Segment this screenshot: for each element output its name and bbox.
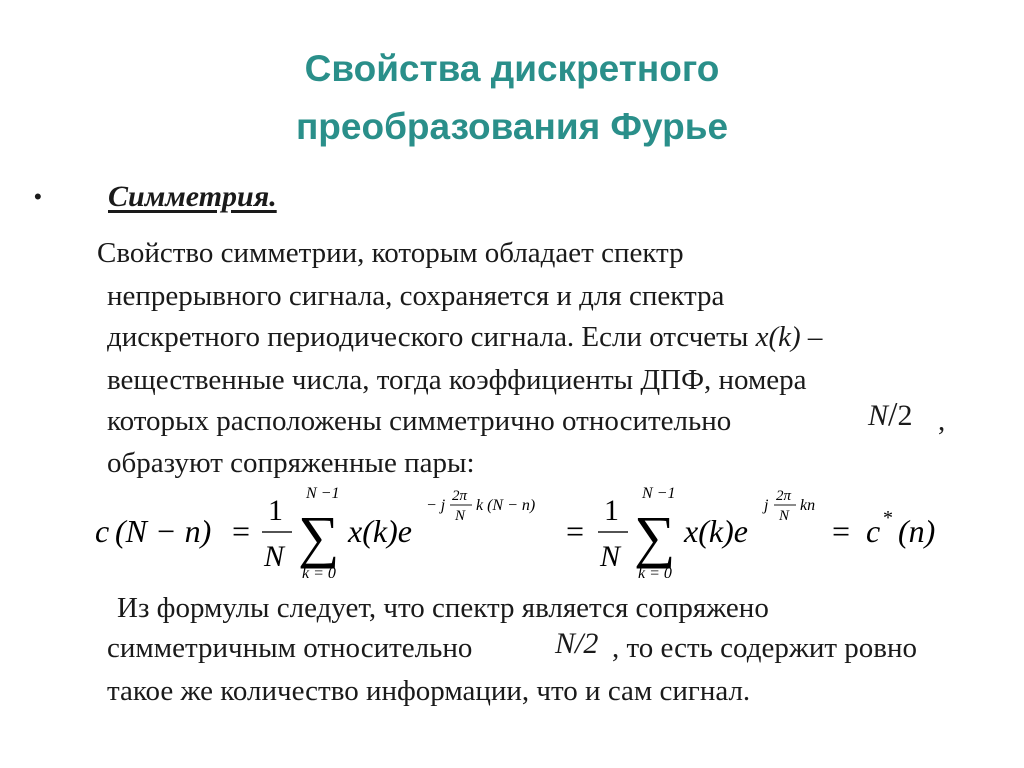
n-over-2-math-2: N/2 — [555, 627, 599, 660]
bullet-marker: • — [34, 184, 42, 209]
formula-rhs-arg: (n) — [898, 513, 936, 549]
formula-c-lhs: c — [95, 513, 110, 549]
xk-math: x(k) — [755, 321, 801, 353]
formula-exp1-num: 2π — [452, 488, 468, 504]
formula-eq-1: = — [232, 513, 251, 549]
para2-line-2-pre: симметричным относительно — [107, 632, 473, 664]
formula-exp2-num: 2π — [776, 488, 792, 504]
formula-exp2-tail: kn — [800, 497, 816, 514]
formula-sum-lower-2: k = 0 — [638, 565, 672, 582]
formula-sum-lower-1: k = 0 — [302, 565, 336, 582]
two-symbol: 2 — [897, 399, 913, 432]
section-heading: Симметрия. — [108, 180, 277, 213]
formula-one-2: 1 — [604, 494, 619, 527]
n-over-2-math-1 — [868, 396, 912, 434]
formula-lhs-arg: (N − n) — [115, 513, 212, 549]
para2-line-1: Из формулы следует, что спектр является сопряжено — [117, 592, 769, 624]
formula-sum-upper-1: N −1 — [306, 485, 340, 502]
para2-line-2-post: , то есть содержит ровно — [612, 632, 918, 664]
slash-symbol: / — [888, 396, 898, 433]
para1-line-2: непрерывного сигнала, сохраняется и для спектра — [107, 280, 725, 312]
para1-line-4: вещественные числа, тогда коэффициенты ДПФ, номера — [107, 364, 807, 396]
formula-eq-3: = — [832, 513, 851, 549]
para1-line-3-text: дискретного периодического сигнала. Если отсчеты — [107, 321, 749, 353]
formula-star: * — [883, 507, 893, 529]
formula-n-1: N — [264, 540, 285, 573]
formula-xk-2: x(k)e — [684, 513, 748, 549]
dft-symmetry-formula — [0, 480, 1024, 590]
slide-title — [0, 40, 1024, 156]
formula-exp1-tail: k (N − n) — [476, 497, 536, 514]
formula-c-rhs: c — [866, 513, 881, 549]
formula-exp1-den: N — [455, 508, 466, 524]
slide-title-line-1: Свойства дискретного — [304, 48, 720, 89]
formula-n-2: N — [600, 540, 621, 573]
formula-sum-2: ∑ — [634, 504, 676, 569]
dash: – — [807, 321, 823, 353]
para1-line-1: Свойство симметрии, которым обладает спектр — [97, 237, 684, 269]
comma: , — [938, 405, 946, 437]
formula-sum-1: ∑ — [298, 504, 340, 569]
formula-eq-2: = — [566, 513, 585, 549]
para2-line-3: такое же количество информации, что и сам сигнал. — [107, 675, 751, 707]
para1-line-5: которых расположены симметрично относительно — [107, 405, 732, 437]
para1-line-6: образуют сопряженные пары: — [107, 447, 475, 479]
slide-title-line-2: преобразования Фурье — [295, 106, 729, 147]
formula-one-1: 1 — [268, 494, 283, 527]
formula-exp1-sign: − j — [426, 497, 446, 514]
formula-exp2-sign: j — [764, 497, 769, 514]
formula-sum-upper-2: N −1 — [642, 485, 676, 502]
formula-xk-1: x(k)e — [348, 513, 412, 549]
n-symbol: N — [868, 399, 889, 432]
para1-line-3 — [107, 320, 822, 354]
formula-exp2-den: N — [779, 508, 790, 524]
